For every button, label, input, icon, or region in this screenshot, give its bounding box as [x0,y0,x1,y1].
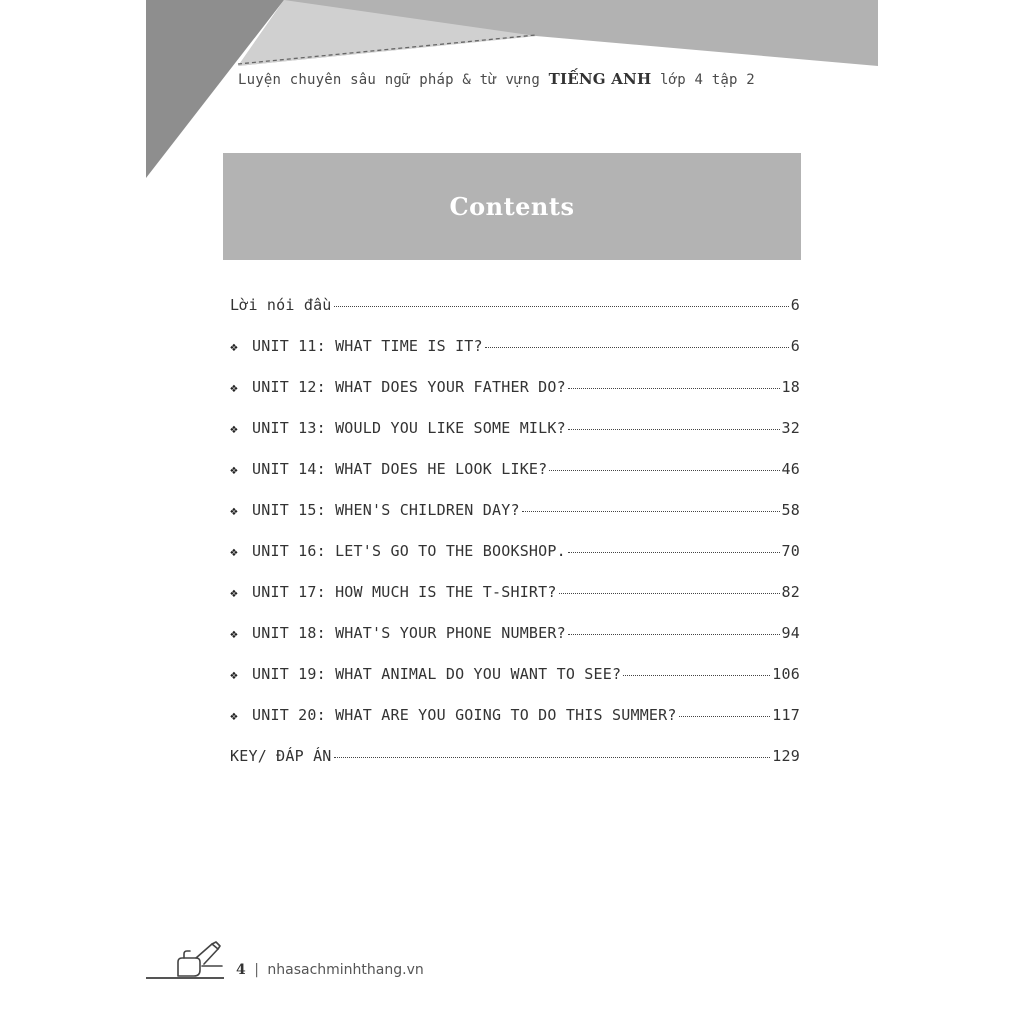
dot-leader [568,429,780,430]
writing-hand-icon [178,942,222,976]
toc-entry-page: 94 [781,624,800,642]
toc-entry-label: KEY/ ĐÁP ÁN [230,747,332,765]
dot-leader [559,593,780,594]
toc-entry [230,583,800,624]
header-suffix: lớp 4 tập 2 [659,72,755,88]
toc-entry-label: UNIT 18: WHAT'S YOUR PHONE NUMBER? [252,624,566,642]
toc-entry-page: 106 [772,665,800,683]
toc-entry-label: UNIT 11: WHAT TIME IS IT? [252,337,483,355]
toc-entry-page: 6 [790,296,800,314]
header-brand: TIẾNG ANH [548,70,652,88]
dot-leader [522,511,780,512]
toc-entry-page: 117 [772,706,800,724]
running-header [238,70,755,88]
diamond-bullet-icon: ❖ [230,463,239,478]
diamond-bullet-icon: ❖ [230,627,239,642]
diamond-bullet-icon: ❖ [230,668,239,683]
toc-entry [230,665,800,706]
toc-entry-page: 6 [790,337,800,355]
header-prefix: Luyện chuyên sâu ngữ pháp & từ vựng [238,72,541,88]
toc-entry [230,460,800,501]
dot-leader [549,470,779,471]
toc-entry-page: 70 [781,542,800,560]
toc-entry [230,378,800,419]
diamond-bullet-icon: ❖ [230,504,239,519]
diamond-bullet-icon: ❖ [230,381,239,396]
toc-entry [230,706,800,747]
page-title: Contents [449,192,575,221]
diamond-bullet-icon: ❖ [230,545,239,560]
toc-entry-page: 129 [772,747,800,765]
book-page [146,0,878,1024]
dot-leader [485,347,789,348]
toc-entry-page: 32 [781,419,800,437]
dot-leader [568,388,780,389]
toc-entry [230,296,800,337]
page-footer [146,940,446,990]
toc-entry [230,419,800,460]
toc-entry-page: 46 [781,460,800,478]
table-of-contents [230,296,800,788]
toc-entry-label: UNIT 15: WHEN'S CHILDREN DAY? [252,501,520,519]
toc-entry [230,542,800,583]
toc-entry [230,624,800,665]
toc-entry [230,501,800,542]
decor-dark-triangle [146,0,284,178]
diamond-bullet-icon: ❖ [230,340,239,355]
diamond-bullet-icon: ❖ [230,586,239,601]
footer-separator: | [254,962,259,978]
dot-leader [623,675,770,676]
toc-entry-label: Lời nói đầu [230,296,332,314]
dot-leader [568,634,780,635]
footer-page-number: 4 [236,962,246,978]
dot-leader [568,552,780,553]
toc-entry-label: UNIT 14: WHAT DOES HE LOOK LIKE? [252,460,548,478]
diamond-bullet-icon: ❖ [230,709,239,724]
toc-entry-label: UNIT 13: WOULD YOU LIKE SOME MILK? [252,419,566,437]
toc-entry [230,337,800,378]
dot-leader [334,306,789,307]
toc-entry-page: 58 [781,501,800,519]
toc-entry-label: UNIT 17: HOW MUCH IS THE T-SHIRT? [252,583,557,601]
dot-leader [334,757,771,758]
toc-entry-label: UNIT 16: LET'S GO TO THE BOOKSHOP. [252,542,566,560]
toc-entry-label: UNIT 12: WHAT DOES YOUR FATHER DO? [252,378,566,396]
toc-entry-page: 82 [781,583,800,601]
footer-website: nhasachminhthang.vn [267,962,424,978]
contents-title-box [223,153,801,260]
toc-entry-label: UNIT 19: WHAT ANIMAL DO YOU WANT TO SEE? [252,665,622,683]
diamond-bullet-icon: ❖ [230,422,239,437]
toc-entry-label: UNIT 20: WHAT ARE YOU GOING TO DO THIS SUMMER? [252,706,677,724]
toc-entry [230,747,800,788]
footer-text [236,962,424,978]
dot-leader [679,716,771,717]
toc-entry-page: 18 [781,378,800,396]
